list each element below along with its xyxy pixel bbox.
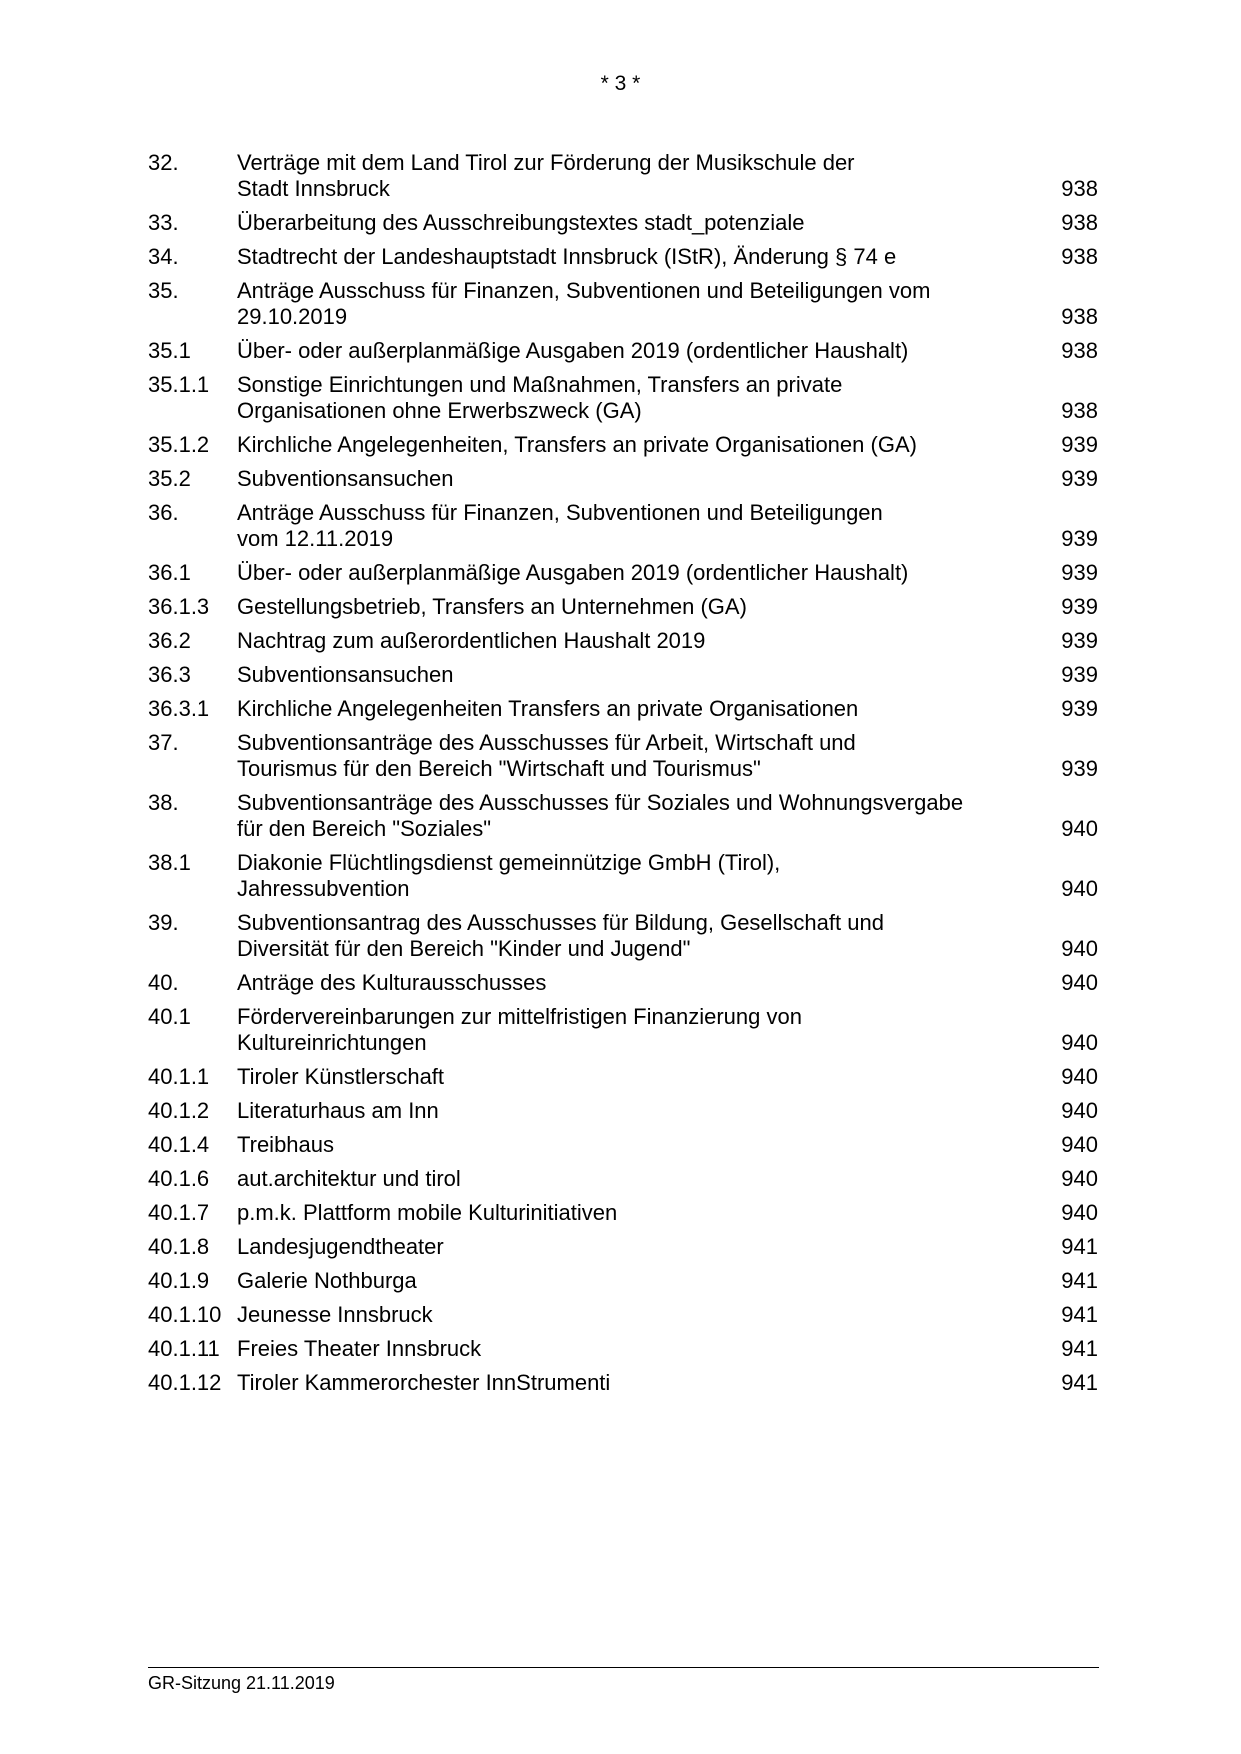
toc-item-page-number: 938	[1061, 304, 1098, 329]
toc-item-title-line: Subventionsantrag des Ausschusses für Bildung, Gesellschaft und	[237, 910, 884, 935]
toc-item-title	[237, 1302, 1007, 1328]
toc-item-title-line: Anträge Ausschuss für Finanzen, Subventionen und Beteiligungen	[237, 500, 883, 525]
toc-item-page-number: 940	[1061, 1098, 1098, 1123]
toc-item-title-line: Subventionsansuchen	[237, 466, 454, 491]
toc-item-title	[237, 730, 1007, 782]
toc-row	[148, 907, 1098, 967]
toc-item-title	[237, 910, 1007, 962]
toc-item-page-number: 940	[1061, 970, 1098, 995]
toc-item-title-line: Kirchliche Angelegenheiten, Transfers an private Organisationen (GA)	[237, 432, 917, 457]
toc-item-page-number: 939	[1061, 594, 1098, 619]
toc-item-title-line: Nachtrag zum außerordentlichen Haushalt 2019	[237, 628, 706, 653]
toc-row	[148, 497, 1098, 557]
toc-item-title	[237, 1098, 1007, 1124]
toc-item-number: 40.1.12	[148, 1370, 222, 1395]
toc-item-title-line: vom 12.11.2019	[237, 526, 394, 551]
toc-item-title-line: p.m.k. Plattform mobile Kulturinitiativen	[237, 1200, 618, 1225]
toc-item-page-number: 941	[1061, 1370, 1098, 1395]
toc-item-number: 34.	[148, 244, 179, 269]
toc-row	[148, 1231, 1098, 1265]
toc-item-title-line: Diakonie Flüchtlingsdienst gemeinnützige GmbH (Tirol),	[237, 850, 781, 875]
toc-item-title	[237, 594, 1007, 620]
toc-row	[148, 659, 1098, 693]
toc-row	[148, 1299, 1098, 1333]
toc-item-page-number: 939	[1061, 466, 1098, 491]
toc-row	[148, 557, 1098, 591]
toc-item-title	[237, 1004, 1007, 1056]
toc-item-title-line: Anträge Ausschuss für Finanzen, Subventionen und Beteiligungen vom	[237, 278, 931, 303]
toc-item-page-number: 939	[1061, 756, 1098, 781]
toc-item-title	[237, 1336, 1007, 1362]
toc-item-page-number: 938	[1061, 398, 1098, 423]
toc-item-title	[237, 1166, 1007, 1192]
toc-item-title-line: Tourismus für den Bereich "Wirtschaft und Tourismus"	[237, 756, 761, 781]
toc-row	[148, 335, 1098, 369]
toc-item-title-line: Kultureinrichtungen	[237, 1030, 427, 1055]
toc-item-title-line: Freies Theater Innsbruck	[237, 1336, 482, 1361]
toc-item-title-line: Über- oder außerplanmäßige Ausgaben 2019 (ordentlicher Haushalt)	[237, 560, 909, 585]
toc-item-title	[237, 1370, 1007, 1396]
toc-row	[148, 1197, 1098, 1231]
footer-divider	[148, 1667, 1099, 1668]
toc-item-page-number: 939	[1061, 696, 1098, 721]
toc-row	[148, 369, 1098, 429]
toc-item-number: 35.2	[148, 466, 191, 491]
toc-row	[148, 1333, 1098, 1367]
toc-row	[148, 275, 1098, 335]
toc-item-title	[237, 500, 1007, 552]
toc-item-page-number: 941	[1061, 1336, 1098, 1361]
toc-item-number: 33.	[148, 210, 179, 235]
toc-item-page-number: 940	[1061, 1030, 1098, 1055]
toc-item-page-number: 940	[1061, 1132, 1098, 1157]
toc-item-number: 38.	[148, 790, 179, 815]
toc-item-number: 38.1	[148, 850, 191, 875]
toc-row	[148, 693, 1098, 727]
toc-item-title	[237, 1200, 1007, 1226]
toc-item-number: 32.	[148, 150, 179, 175]
toc-item-number: 35.1	[148, 338, 191, 363]
toc-item-title	[237, 432, 1007, 458]
footer-session-date: GR-Sitzung 21.11.2019	[148, 1673, 335, 1693]
toc-item-number: 35.1.1	[148, 372, 210, 397]
toc-item-title-line: Stadt Innsbruck	[237, 176, 390, 201]
toc-item-number: 40.1.11	[148, 1336, 220, 1361]
toc-item-title	[237, 696, 1007, 722]
toc-item-number: 40.1.6	[148, 1166, 210, 1191]
toc-item-title	[237, 210, 1007, 236]
toc-item-number: 40.1	[148, 1004, 191, 1029]
toc-item-title-line: Organisationen ohne Erwerbszweck (GA)	[237, 398, 642, 423]
toc-item-title	[237, 970, 1007, 996]
toc-item-number: 40.1.8	[148, 1234, 210, 1259]
toc-item-title	[237, 278, 1007, 330]
toc-item-number: 36.2	[148, 628, 191, 653]
toc-item-page-number: 940	[1061, 1200, 1098, 1225]
toc-item-number: 40.1.9	[148, 1268, 210, 1293]
toc-row	[148, 787, 1098, 847]
toc-item-number: 36.3.1	[148, 696, 210, 721]
toc-item-page-number: 941	[1061, 1268, 1098, 1293]
toc-item-title	[237, 244, 1007, 270]
toc-item-number: 40.1.10	[148, 1302, 222, 1327]
toc-item-title-line: Tiroler Künstlerschaft	[237, 1064, 445, 1089]
toc-item-page-number: 941	[1061, 1234, 1098, 1259]
toc-item-number: 40.1.2	[148, 1098, 210, 1123]
toc-item-title-line: Fördervereinbarungen zur mittelfristigen Finanzierung von	[237, 1004, 802, 1029]
toc-item-number: 36.1	[148, 560, 191, 585]
toc-item-title-line: Diversität für den Bereich "Kinder und Jugend"	[237, 936, 691, 961]
toc-item-title-line: Tiroler Kammerorchester InnStrumenti	[237, 1370, 611, 1395]
toc-item-title-line: Verträge mit dem Land Tirol zur Förderung der Musikschule der	[237, 150, 855, 175]
toc-item-title-line: 29.10.2019	[237, 304, 348, 329]
toc-item-title-line: Anträge des Kulturausschusses	[237, 970, 547, 995]
toc-item-title-line: Subventionsanträge des Ausschusses für Arbeit, Wirtschaft und	[237, 730, 856, 755]
toc-item-page-number: 938	[1061, 176, 1098, 201]
toc-item-title-line: Überarbeitung des Ausschreibungstextes stadt_potenziale	[237, 210, 805, 235]
toc-item-title	[237, 790, 1007, 842]
toc-item-page-number: 939	[1061, 432, 1098, 457]
toc-row	[148, 147, 1098, 207]
toc-item-page-number: 939	[1061, 662, 1098, 687]
toc-item-page-number: 939	[1061, 560, 1098, 585]
toc-item-number: 36.3	[148, 662, 191, 687]
toc-item-number: 40.	[148, 970, 179, 995]
toc-item-title	[237, 662, 1007, 688]
toc-item-title-line: Über- oder außerplanmäßige Ausgaben 2019 (ordentlicher Haushalt)	[237, 338, 909, 363]
page-number-header: * 3 *	[600, 72, 641, 95]
toc-item-title-line: für den Bereich "Soziales"	[237, 816, 492, 841]
toc-item-title	[237, 628, 1007, 654]
toc-item-title-line: Jeunesse Innsbruck	[237, 1302, 433, 1327]
toc-item-title	[237, 1132, 1007, 1158]
toc-row	[148, 727, 1098, 787]
toc-row	[148, 429, 1098, 463]
toc-row	[148, 1001, 1098, 1061]
toc-item-page-number: 940	[1061, 936, 1098, 961]
toc-item-number: 40.1.1	[148, 1064, 210, 1089]
toc-row	[148, 463, 1098, 497]
toc-item-page-number: 940	[1061, 816, 1098, 841]
toc-item-number: 36.	[148, 500, 179, 525]
toc-item-title	[237, 1234, 1007, 1260]
toc-row	[148, 967, 1098, 1001]
toc-item-title-line: Stadtrecht der Landeshauptstadt Innsbruck (IStR), Änderung § 74 e	[237, 244, 897, 269]
toc-item-title-line: Sonstige Einrichtungen und Maßnahmen, Transfers an private	[237, 372, 843, 397]
toc-item-title-line: Gestellungsbetrieb, Transfers an Unternehmen (GA)	[237, 594, 747, 619]
toc-item-number: 37.	[148, 730, 179, 755]
toc-item-title-line: Landesjugendtheater	[237, 1234, 444, 1259]
toc-item-page-number: 940	[1061, 1064, 1098, 1089]
toc-item-page-number: 938	[1061, 210, 1098, 235]
toc-item-number: 40.1.7	[148, 1200, 210, 1225]
toc-item-title-line: Subventionsanträge des Ausschusses für Soziales und Wohnungsvergabe	[237, 790, 964, 815]
toc-item-title	[237, 150, 1007, 202]
toc-item-number: 35.	[148, 278, 179, 303]
toc-row	[148, 241, 1098, 275]
toc-row	[148, 1367, 1098, 1401]
toc-row	[148, 625, 1098, 659]
toc-item-title	[237, 372, 1007, 424]
toc-item-page-number: 939	[1061, 526, 1098, 551]
toc-item-number: 40.1.4	[148, 1132, 210, 1157]
toc-row	[148, 1095, 1098, 1129]
toc-item-title	[237, 1268, 1007, 1294]
toc-item-title-line: Subventionsansuchen	[237, 662, 454, 687]
toc-row	[148, 591, 1098, 625]
toc-item-page-number: 940	[1061, 876, 1098, 901]
toc-item-title-line: Treibhaus	[237, 1132, 335, 1157]
toc-item-page-number: 938	[1061, 244, 1098, 269]
toc-row	[148, 847, 1098, 907]
toc-item-title	[237, 1064, 1007, 1090]
toc-item-title-line: Kirchliche Angelegenheiten Transfers an private Organisationen	[237, 696, 859, 721]
toc-row	[148, 1265, 1098, 1299]
toc-row	[148, 1163, 1098, 1197]
toc-item-number: 36.1.3	[148, 594, 210, 619]
toc-item-number: 35.1.2	[148, 432, 210, 457]
toc-item-title	[237, 560, 1007, 586]
toc-item-title-line: aut.architektur und tirol	[237, 1166, 461, 1191]
toc-item-number: 39.	[148, 910, 179, 935]
toc-item-page-number: 941	[1061, 1302, 1098, 1327]
toc-item-page-number: 938	[1061, 338, 1098, 363]
toc-item-title-line: Galerie Nothburga	[237, 1268, 417, 1293]
toc-item-page-number: 940	[1061, 1166, 1098, 1191]
toc-row	[148, 1129, 1098, 1163]
toc-item-title-line: Jahressubvention	[237, 876, 410, 901]
toc-row	[148, 207, 1098, 241]
toc-row	[148, 1061, 1098, 1095]
toc-item-title	[237, 466, 1007, 492]
toc-item-title-line: Literaturhaus am Inn	[237, 1098, 439, 1123]
toc-item-title	[237, 850, 1007, 902]
table-of-contents	[148, 147, 1098, 1401]
toc-item-title	[237, 338, 1007, 364]
toc-item-page-number: 939	[1061, 628, 1098, 653]
